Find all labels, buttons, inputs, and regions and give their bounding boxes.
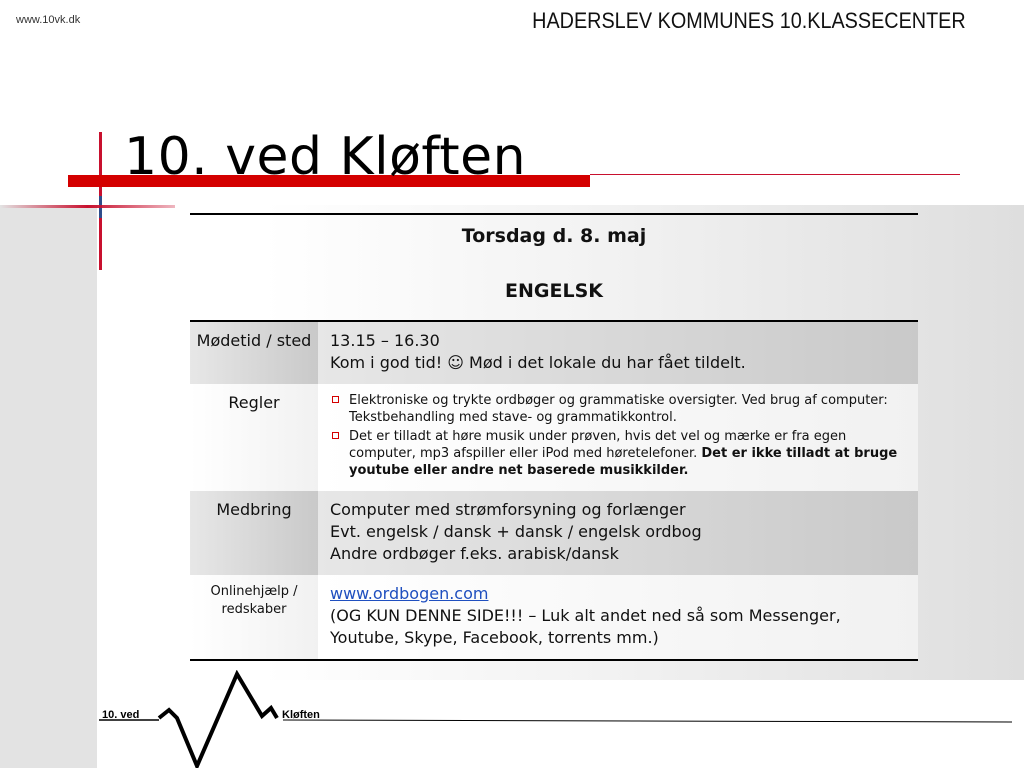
meeting-note: Kom i god tid! ☺ Mød i det lokale du har fået tildelt. <box>330 353 746 372</box>
table-row <box>190 491 918 575</box>
left-background-band <box>0 205 97 768</box>
horizontal-accent-fade <box>0 205 175 208</box>
logo-left-text: 10. ved <box>102 709 140 721</box>
row-value-meeting <box>318 321 918 384</box>
bring-item: Computer med strømforsyning og forlænger <box>330 500 686 519</box>
logo-baseline-right <box>283 720 1012 722</box>
row-label-bring: Medbring <box>190 491 318 575</box>
site-url: www.10vk.dk <box>16 14 81 26</box>
meeting-time: 13.15 – 16.30 <box>330 331 440 350</box>
rule-text: Elektroniske og trykte ordbøger og grammatiske oversigter. Ved brug af computer: Tekstbehandling med stave- og grammatikkontrol. <box>349 393 888 425</box>
logo-peak-line <box>159 674 277 766</box>
table-header-cell <box>190 214 918 321</box>
table-header-row <box>190 214 918 321</box>
online-note: (OG KUN DENNE SIDE!!! – Luk alt andet ned så som Messenger, Youtube, Skype, Facebook, torrents mm.) <box>330 606 841 647</box>
bring-item: Evt. engelsk / dansk + dansk / engelsk ordbog <box>330 522 702 541</box>
table-row <box>190 575 918 660</box>
square-bullet-icon <box>332 432 339 439</box>
table-row <box>190 321 918 384</box>
exam-date: Torsdag d. 8. maj <box>461 225 647 247</box>
rules-list <box>330 392 908 479</box>
row-label-rules: Regler <box>190 384 318 491</box>
exam-subject: ENGELSK <box>505 280 603 302</box>
table-row <box>190 384 918 491</box>
logo-right-text: Kløften <box>282 709 320 721</box>
row-value-rules <box>318 384 918 491</box>
page-title: 10. ved Kløften <box>124 126 527 187</box>
row-label-online: Onlinehjælp / redskaber <box>190 575 318 660</box>
school-logo <box>97 670 1017 768</box>
rule-bold-text: Det er ikke tilladt at bruge youtube eller andre net baserede musikkilder. <box>349 446 898 478</box>
rule-text: Det er tilladt at høre musik under prøven, hvis det vel og mærke er fra egen computer, mp3 afspiller eller iPod med høretelefoner. <box>349 429 847 461</box>
organization-title: HADERSLEV KOMMUNES 10.KLASSECENTER <box>532 8 966 33</box>
row-label-meeting: Mødetid / sted <box>190 321 318 384</box>
ordbogen-link[interactable]: www.ordbogen.com <box>330 584 489 603</box>
row-value-bring <box>318 491 918 575</box>
title-underline-thin <box>590 174 960 175</box>
list-item <box>330 428 908 479</box>
bring-item: Andre ordbøger f.eks. arabisk/dansk <box>330 544 619 563</box>
list-item <box>330 392 908 426</box>
row-value-online <box>318 575 918 660</box>
square-bullet-icon <box>332 396 339 403</box>
exam-schedule-table <box>190 213 918 661</box>
